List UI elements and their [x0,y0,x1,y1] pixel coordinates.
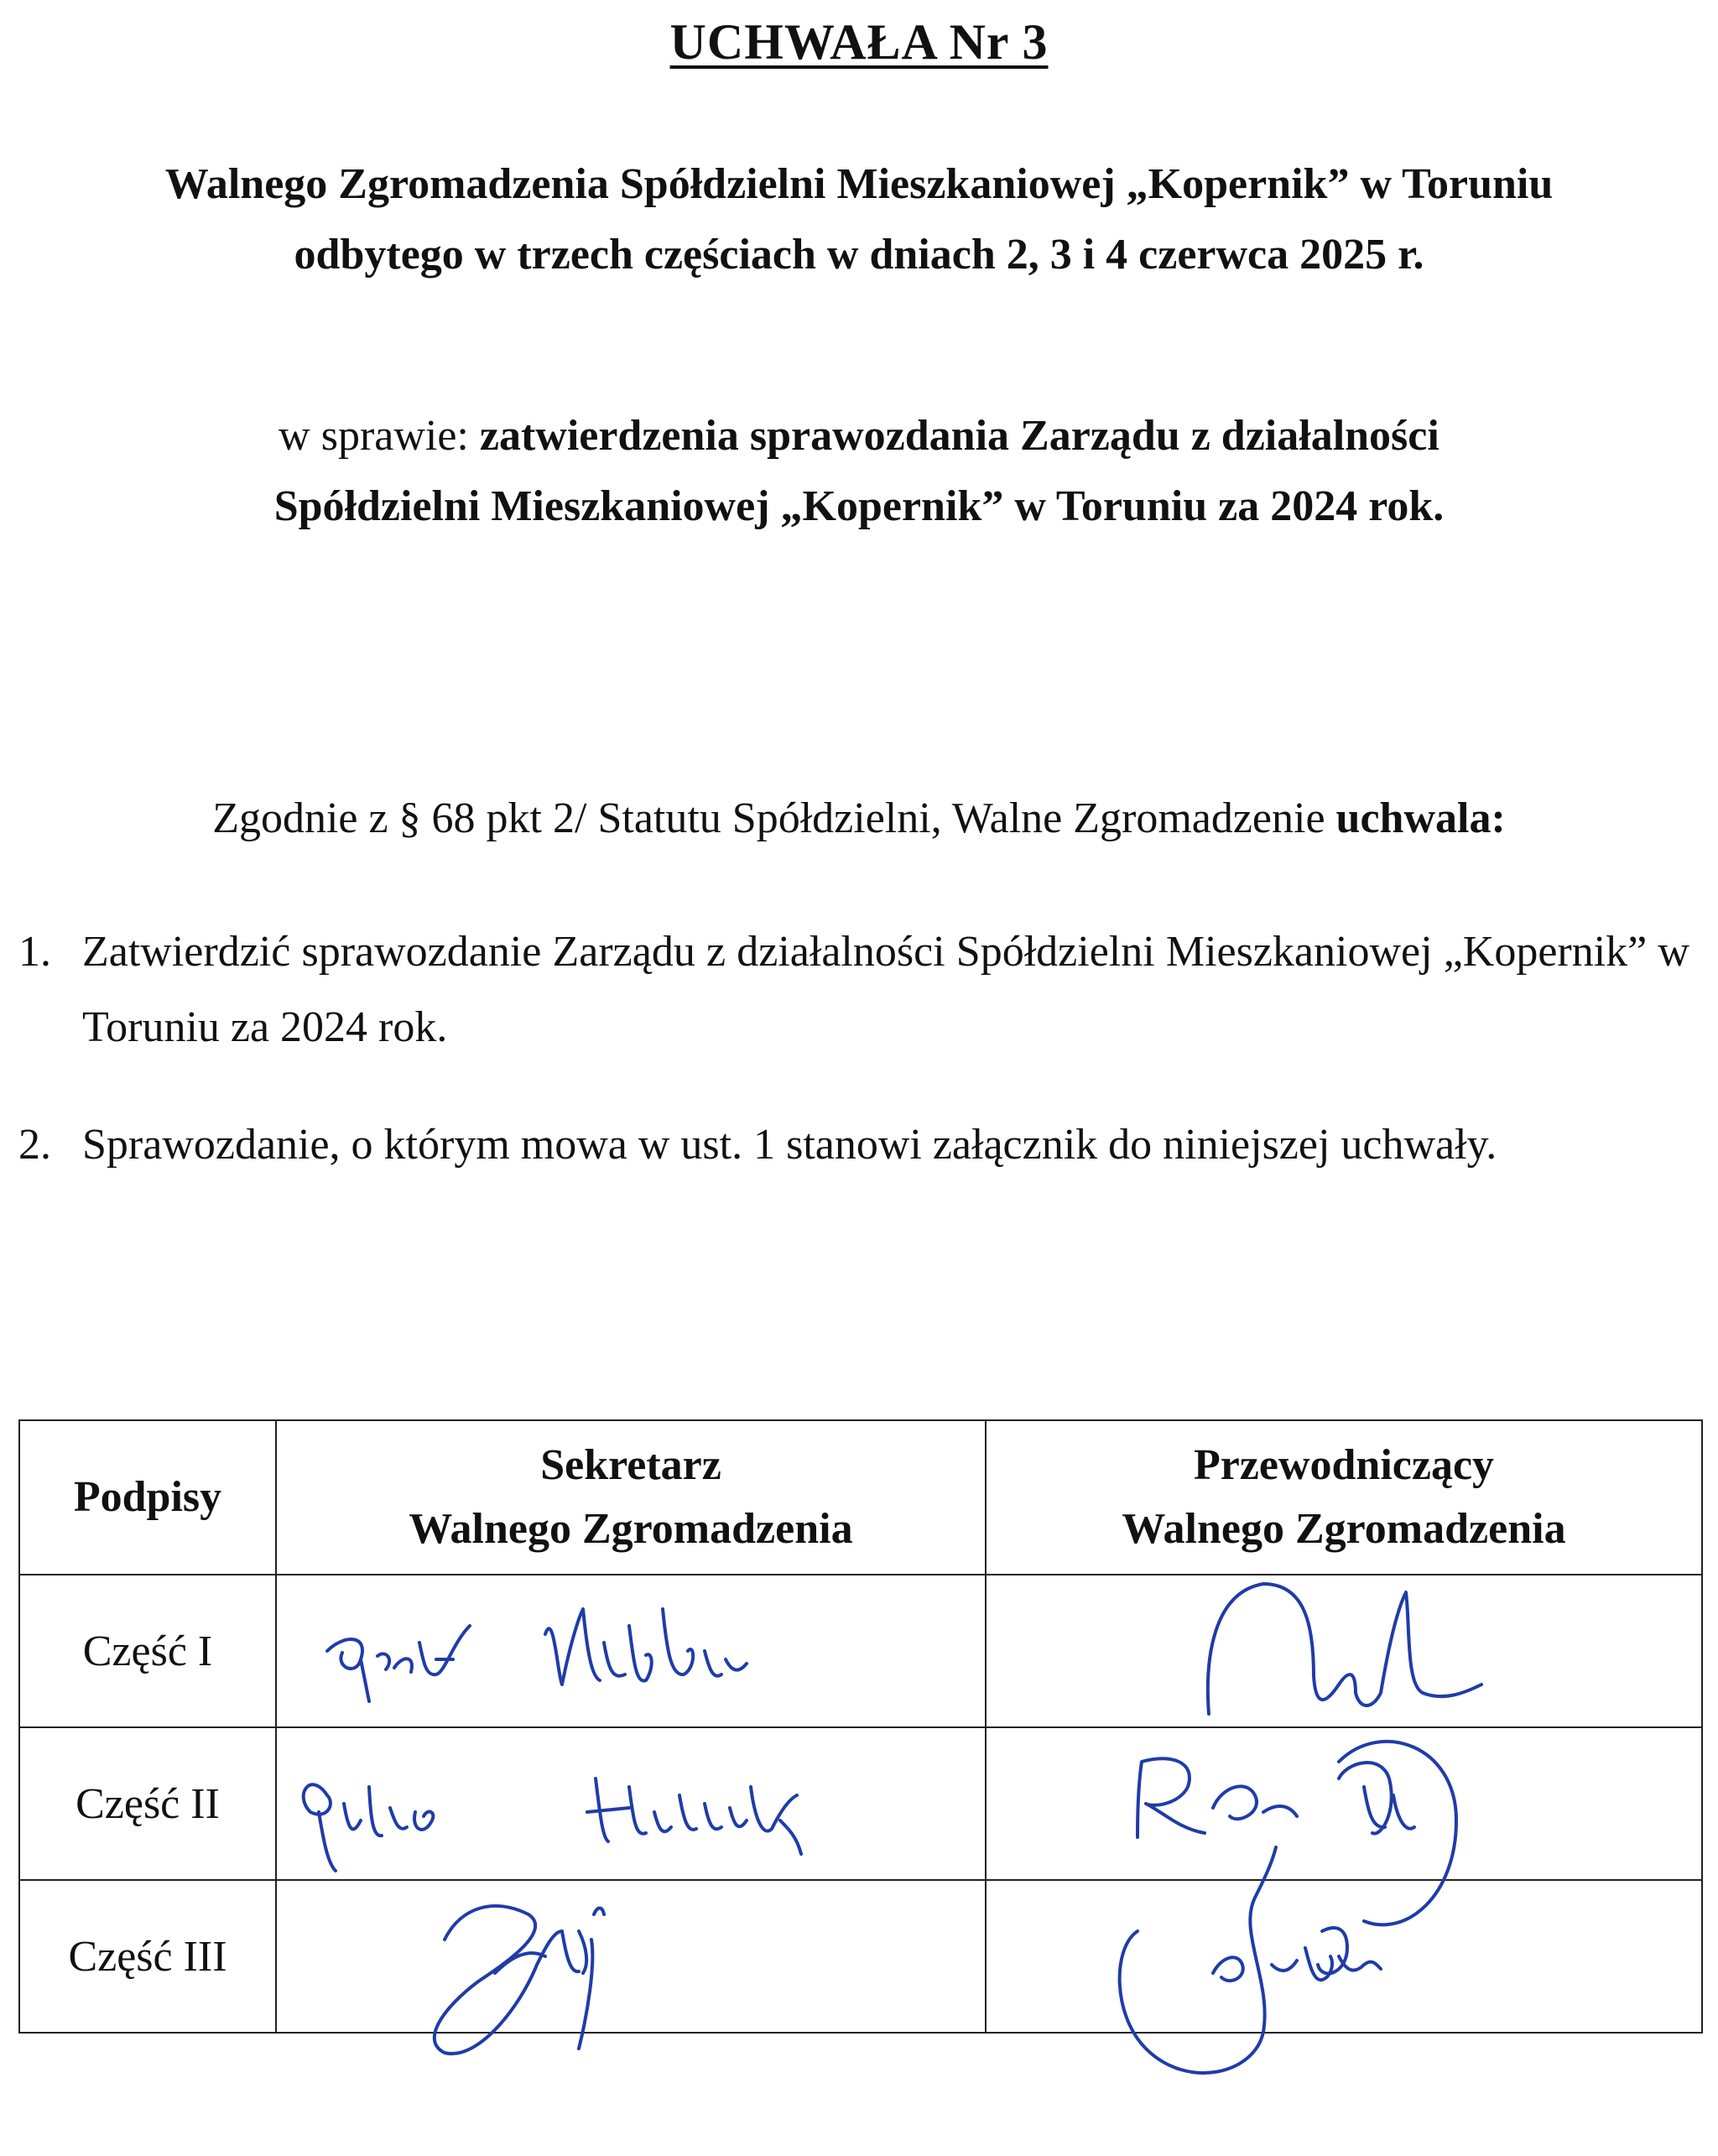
resolution-items [18,914,1689,1225]
secretary-signature-2-ink [277,1728,987,1879]
heading-line-1: Walnego Zgromadzenia Spółdzielni Mieszkaniowej „Kopernik” w Toruniu [164,160,1554,208]
legal-basis-text: Zgodnie z § 68 pkt 2/ Statutu Spółdzielni, Walne Zgromadzenie [212,794,1336,842]
chairman-signature-1-ink [987,1575,1703,1726]
heading-line-2: odbytego w trzech częściach w dniach 2, 3 i 4 czerwca 2025 r. [294,231,1424,279]
resolution-subject [0,401,1718,542]
row-label: Część III [19,1880,276,2033]
item-text: Zatwierdzić sprawozdanie Zarządu z działalności Spółdzielni Mieszkaniowej „Kopernik” w Toruniu za 2024 rok. [82,928,1689,1051]
chairman-signature-3-ink [987,1881,1703,2032]
chairman-signature-cell [986,1727,1702,1880]
secretary-signature-3-ink [277,1881,987,2032]
header-chairman [986,1420,1702,1575]
subject-prefix: w sprawie: [279,412,480,460]
secretary-signature-cell [276,1727,986,1880]
secretary-signature-1-ink [277,1575,987,1726]
subject-line-2-bold: Spółdzielni Mieszkaniowej „Kopernik” w Toruniu za 2024 rok. [273,482,1445,530]
legal-basis [0,787,1718,851]
header-secretary-line-2: Walnego Zgromadzenia [409,1505,853,1553]
header-secretary-line-1: Sekretarz [540,1441,721,1489]
header-chairman-line-2: Walnego Zgromadzenia [1122,1505,1566,1553]
header-signatures-label: Podpisy [73,1473,222,1521]
row-label: Część I [19,1575,276,1727]
row-label: Część II [19,1727,276,1880]
item-text: Sprawozdanie, o którym mowa w ust. 1 stanowi załącznik do niniejszej uchwały. [82,1121,1497,1169]
signature-row [19,1880,1702,2033]
header-signatures [19,1420,276,1575]
secretary-signature-cell [276,1575,986,1727]
signature-row [19,1575,1702,1727]
subject-line-1 [0,401,1718,471]
item-number: 2. [18,1121,51,1169]
secretary-signature-cell [276,1880,986,2033]
resolution-item [18,914,1689,1065]
header-secretary [276,1420,986,1575]
subject-line-2 [0,471,1718,542]
signature-row [19,1727,1702,1880]
chairman-signature-2-ink [987,1728,1703,1879]
legal-basis-resolves: uchwala: [1335,794,1506,842]
resolution-heading [0,149,1718,290]
chairman-signature-cell [986,1575,1702,1727]
resolution-title [0,7,1718,77]
subject-line-1-bold: zatwierdzenia sprawozdania Zarządu z działalności [479,412,1439,460]
signatures-header-row [19,1420,1702,1575]
resolution-title-text: UCHWAŁA Nr 3 [669,14,1049,70]
signatures-table [18,1419,1703,2034]
resolution-item [18,1107,1689,1183]
header-chairman-line-1: Przewodniczący [1193,1441,1495,1489]
item-number: 1. [18,928,51,976]
chairman-signature-cell [986,1880,1702,2033]
